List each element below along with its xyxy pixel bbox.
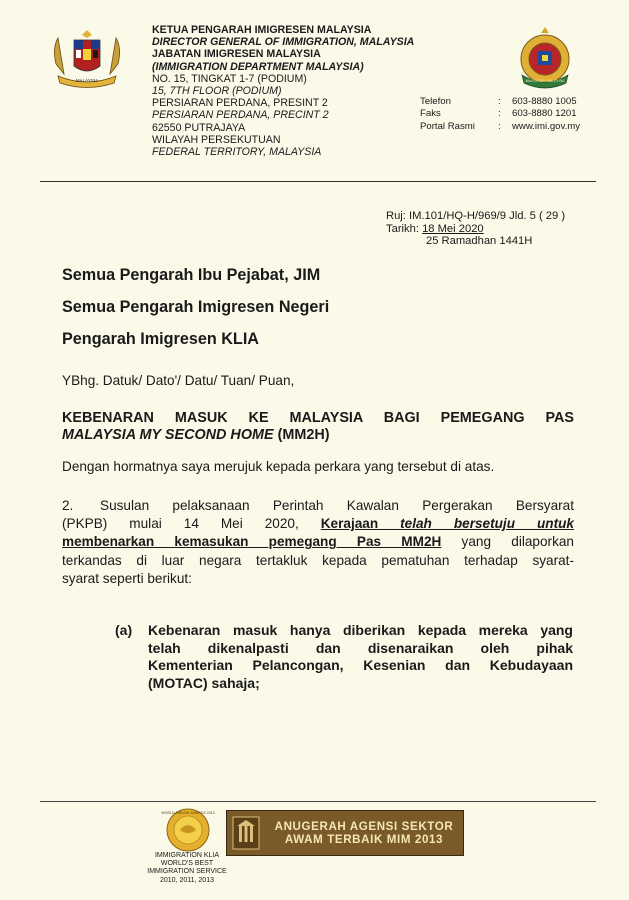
contact-row [420, 108, 580, 120]
footer-divider [40, 801, 596, 802]
addressee-line: Pengarah Imigresen KLIA [62, 330, 260, 348]
paragraph-line [62, 515, 574, 533]
subject-italic: MALAYSIA MY SECOND HOME [62, 427, 274, 443]
item-line: Kementerian Pelancongan, Kesenian dan Kebudayaan [148, 657, 573, 674]
contact-label: Telefon [420, 96, 451, 107]
reference-date [386, 223, 565, 236]
header-line: DIRECTOR GENERAL OF IMMIGRATION, MALAYSIA [152, 36, 415, 49]
paragraph-line [62, 497, 574, 515]
immigration-badge-icon [512, 25, 578, 91]
subject-line-1: KEBENARAN MASUK KE MALAYSIA BAGI PEMEGANG PAS [62, 410, 574, 426]
paragraph-number: 2. [62, 498, 74, 513]
emphasis-text: Kerajaan [320, 516, 401, 532]
award-caption [132, 852, 242, 885]
reference-number: Ruj: IM.101/HQ-H/969/9 Jld. 5 ( 29 ) [386, 210, 566, 222]
item-label: (a) [115, 622, 133, 638]
letter-subject [62, 410, 574, 444]
reference-block [386, 210, 565, 248]
header-line: WILAYAH PERSEKUTUAN [152, 133, 281, 146]
paragraph-2 [62, 497, 574, 588]
subject-rest: (MM2H) [273, 427, 330, 443]
contact-separator: : [498, 120, 501, 132]
contact-row [420, 121, 580, 133]
world-airline-award-icon [158, 806, 218, 856]
header-divider [40, 181, 596, 182]
header-line: NO. 15, TINGKAT 1-7 (PODIUM) [152, 72, 307, 85]
header-line: 62550 PUTRAJAYA [152, 121, 246, 134]
header-line: KETUA PENGARAH IMIGRESEN MALAYSIA [152, 24, 372, 36]
paragraph-line: syarat seperti berikut: [62, 570, 192, 586]
paragraph-text: yang dilaporkan [441, 534, 574, 550]
award-caption-line: IMMIGRATION SERVICE [147, 868, 227, 876]
header-line: JABATAN IMIGRESEN MALAYSIA [152, 48, 321, 61]
hijri-date: 25 Ramadhan 1441H [426, 235, 533, 248]
emphasis-text: membenarkan kemasukan pemegang Pas MM2H [62, 534, 442, 550]
contact-separator: : [498, 96, 501, 107]
header-line: FEDERAL TERRITORY, MALAYSIA [152, 146, 322, 159]
paragraph-text: (PKPB) mulai 14 Mei 2020, [62, 516, 321, 532]
paragraph-text: Susulan pelaksanaan Perintah Kawalan Pergerakan Bersyarat [100, 498, 574, 513]
item-line: Kebenaran masuk hanya diberikan kepada mereka yang [148, 622, 573, 638]
paragraph-line [62, 533, 574, 551]
salutation: YBhg. Datuk/ Dato'/ Datu/ Tuan/ Puan, [62, 373, 295, 388]
date-value: 18 Mei 2020 [422, 222, 484, 235]
badge-text: IMIGRESEN MALAYSIA [525, 79, 565, 83]
emphasis-text: telah bersetuju untuk [400, 516, 574, 532]
banner-line: AWAM TERBAIK MIM 2013 [284, 833, 444, 846]
paragraph-line: terkandas di luar negara tertakluk kepada pematuhan terhadap syarat- [62, 552, 574, 568]
contact-value: www.imi.gov.my [512, 120, 581, 132]
paragraph-1: Dengan hormatnya saya merujuk kepada perkara yang tersebut di atas. [62, 459, 495, 474]
item-line: (MOTAC) sahaja; [148, 675, 260, 692]
pillar-logo-icon [227, 812, 265, 854]
banner-line: ANUGERAH AGENSI SEKTOR [274, 820, 454, 833]
contact-value: 603-8880 1005 [512, 96, 577, 107]
subject-line-2 [62, 427, 574, 444]
contact-label: Portal Rasmi [420, 120, 475, 132]
award-caption-line: WORLD'S BEST [160, 860, 214, 868]
date-label: Tarikh: [386, 222, 423, 235]
header-line: (IMMIGRATION DEPARTMENT MALAYSIA) [152, 60, 364, 73]
header-line: PERSIARAN PERDANA, PRESINT 2 [152, 97, 328, 110]
item-line: telah dikenalpasti dan disenaraikan oleh pihak [148, 639, 573, 656]
malaysia-coat-of-arms-icon [44, 28, 130, 92]
contact-separator: : [498, 108, 501, 120]
award-caption-line: 2010, 2011, 2013 [160, 876, 214, 884]
contact-details [420, 96, 580, 133]
letterhead-address [152, 24, 414, 158]
header-line: 15, 7TH FLOOR (PODIUM) [152, 85, 282, 98]
contact-label: Faks [420, 108, 441, 120]
addressee-line: Semua Pengarah Ibu Pejabat, JIM [62, 266, 321, 284]
award-top-text: WORLD AIRLINE AWARDS 2013 [161, 811, 215, 815]
crest-text: MALAYSIA [75, 78, 99, 83]
award-caption-line: IMMIGRATION KLIA [154, 852, 220, 859]
addressee-line: Semua Pengarah Imigresen Negeri [62, 298, 330, 316]
condition-item-a [115, 622, 573, 693]
contact-row [420, 96, 580, 108]
contact-value: 603-8880 1201 [512, 108, 577, 120]
header-line: PERSIARAN PERDANA, PRECINT 2 [152, 109, 329, 122]
award-banner [226, 810, 464, 856]
